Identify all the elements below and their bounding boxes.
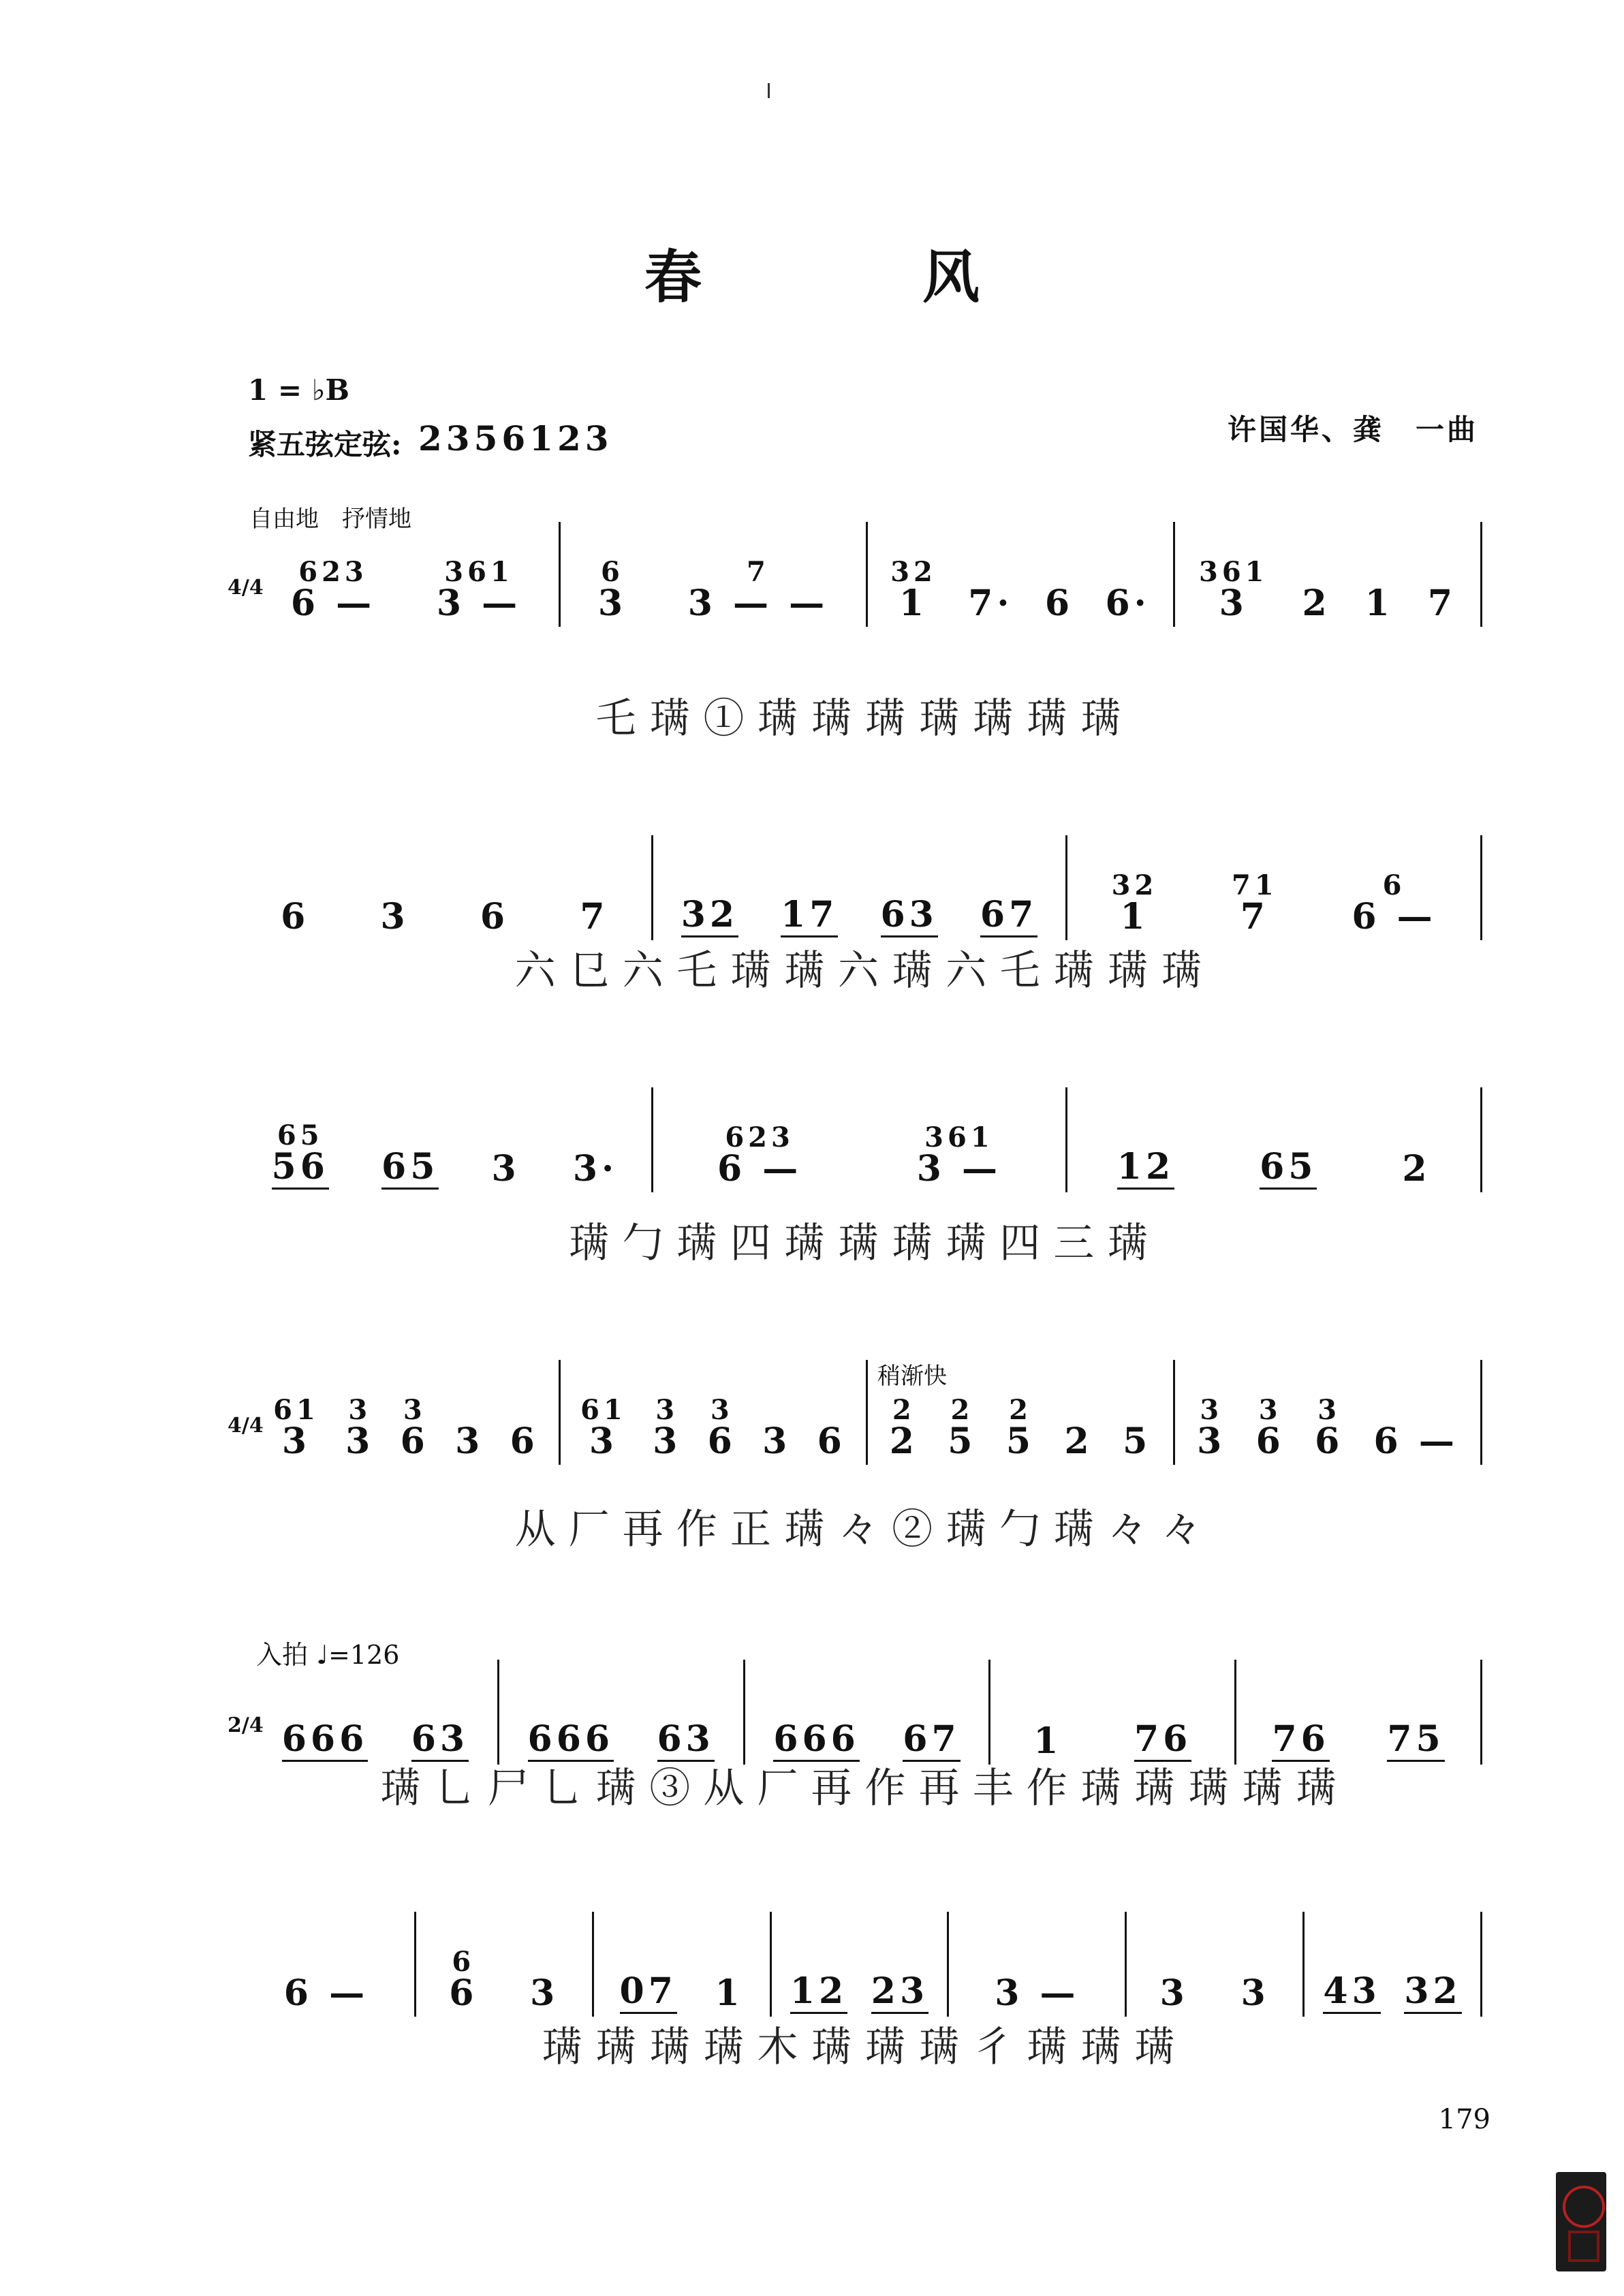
note-value: 3 — [589, 1421, 619, 1462]
note-value: 67 — [903, 1722, 960, 1762]
measure — [1127, 1912, 1305, 2017]
measure — [499, 1660, 745, 1765]
measure — [1175, 1360, 1482, 1465]
note-value: 3 — [1240, 1972, 1270, 2014]
grace-notes: 32 — [890, 556, 937, 588]
grace-notes: 361 — [444, 556, 514, 588]
grace-notes: 2 — [1009, 1394, 1032, 1426]
tuning-label: 紧五弦定弦: — [248, 428, 402, 461]
grace-notes: 6 — [601, 556, 624, 588]
note-value: 43 — [1323, 1974, 1380, 2014]
grace-notes: 3 — [1317, 1394, 1341, 1426]
grace-notes: 61 — [580, 1394, 627, 1426]
note-value: 6 — [1044, 583, 1074, 624]
note — [1044, 583, 1074, 624]
note — [1260, 1146, 1317, 1190]
note — [580, 1394, 627, 1462]
note — [1427, 583, 1456, 624]
measure — [253, 1360, 561, 1465]
note — [491, 1148, 520, 1190]
grace-notes: 361 — [1198, 556, 1268, 588]
tablature-line: 𫞩 𫞩 𫞩 𫞩 木 𫞩 𫞩 𫞩 彳 𫞩 𫞩 𫞩 — [542, 2023, 1175, 2071]
time-signature: 4/4 — [228, 1414, 264, 1438]
measure — [990, 1660, 1236, 1765]
grace-notes: 3 — [1200, 1394, 1223, 1426]
note-value: 65 — [381, 1149, 439, 1190]
grace-notes: 361 — [924, 1121, 994, 1153]
note-value: 3 — [455, 1421, 484, 1462]
measure — [253, 1660, 499, 1765]
seal-square — [1568, 2231, 1599, 2262]
note-value: 2 — [1302, 583, 1331, 624]
measure — [594, 1912, 772, 2017]
note-value: 6 — [707, 1421, 736, 1462]
note-value: 12 — [790, 1974, 847, 2014]
grace-notes: 2 — [950, 1394, 974, 1426]
measure — [1067, 1087, 1482, 1192]
seal-stamp — [1556, 2172, 1606, 2271]
note — [1404, 1970, 1462, 2014]
jianpu-line — [253, 1662, 1482, 1765]
measure — [1067, 835, 1482, 940]
grace-notes: 2 — [892, 1394, 916, 1426]
note-value: 76 — [1272, 1722, 1329, 1762]
note — [400, 1394, 429, 1462]
note-value: 1 — [1033, 1720, 1063, 1762]
grace-notes: 6 — [1382, 869, 1406, 901]
note — [1373, 1421, 1458, 1462]
note — [283, 1972, 369, 2014]
grace-notes: 7 — [747, 556, 770, 588]
note-value: 6 — — [1373, 1421, 1458, 1462]
measure — [238, 835, 653, 940]
note — [1255, 1394, 1285, 1462]
note-value: 3 — [491, 1148, 520, 1190]
note-value: 3 — [597, 583, 627, 624]
measure — [868, 522, 1175, 627]
note — [290, 556, 376, 624]
note — [273, 1394, 319, 1462]
note-value: 1 — [1120, 896, 1149, 937]
measure — [1305, 1912, 1482, 2017]
note-value: 63 — [881, 897, 938, 937]
tempo-mark-accel: 稍渐快 — [877, 1363, 947, 1390]
note-value: 75 — [1387, 1722, 1444, 1762]
note-value: 3 — — [995, 1972, 1080, 2014]
note-value: 67 — [980, 897, 1037, 937]
note — [1111, 869, 1158, 937]
note — [948, 1394, 977, 1462]
note — [1323, 1970, 1381, 2014]
measure — [253, 522, 561, 627]
note-value: 65 — [1260, 1149, 1317, 1190]
note-value: 7 — [1427, 583, 1456, 624]
note — [889, 1394, 918, 1462]
grace-notes: 61 — [273, 1394, 319, 1426]
note-value: 3 — — [436, 583, 522, 624]
note-value: 6 — [449, 1972, 478, 2014]
note-value: 6 — — [290, 583, 376, 624]
note-value: 12 — [1117, 1149, 1174, 1190]
jianpu-line — [253, 525, 1482, 627]
note-value: 6 — [1315, 1421, 1344, 1462]
tempo-mark-metronome: 入拍 ♩=126 — [256, 1640, 400, 1670]
time-signature: 4/4 — [228, 576, 264, 600]
note-value: 3 — [530, 1972, 559, 2014]
grace-notes: 3 — [403, 1394, 426, 1426]
note-value: 3 — [281, 1421, 311, 1462]
note-value: 6 — [480, 896, 510, 937]
grace-notes: 3 — [348, 1394, 372, 1426]
note-value: 6 — — [1352, 896, 1437, 937]
grace-notes: 65 — [277, 1119, 324, 1151]
note-value: 3 — [380, 896, 409, 937]
note — [1352, 869, 1437, 937]
note — [480, 896, 510, 937]
seal-circle — [1563, 2186, 1605, 2228]
note — [580, 896, 609, 937]
note — [449, 1946, 478, 2014]
note — [1123, 1421, 1152, 1462]
note-value: 32 — [681, 897, 738, 937]
note-value: 63 — [657, 1722, 715, 1762]
note-value: 7 — [580, 896, 609, 937]
note-value: 32 — [1404, 1974, 1461, 2014]
note — [572, 1148, 619, 1190]
time-signature: 2/4 — [228, 1713, 264, 1737]
note — [817, 1421, 846, 1462]
note-value: 2 — [1402, 1148, 1431, 1190]
note — [619, 1970, 677, 2014]
jianpu-line — [253, 1363, 1482, 1465]
grace-notes: 6 — [452, 1946, 475, 1978]
note-value: 6· — [1105, 583, 1151, 624]
tablature-line: 𫞩 乚 尸 乚 𫞩 ③ 从 厂 再 作 再 丰 作 𫞩 𫞩 𫞩 𫞩 𫞩 — [379, 1765, 1337, 1812]
note — [436, 556, 522, 624]
note-value: 3 — — — [687, 583, 829, 624]
note-value: 76 — [1134, 1722, 1191, 1762]
note — [968, 583, 1014, 624]
note — [1105, 583, 1151, 624]
grace-notes: 71 — [1232, 869, 1278, 901]
note — [1315, 1394, 1344, 1462]
note — [1064, 1421, 1093, 1462]
measure — [561, 522, 868, 627]
grace-notes: 3 — [1258, 1394, 1282, 1426]
note-value: 6 — [1255, 1421, 1285, 1462]
grace-notes: 623 — [725, 1121, 794, 1153]
measure — [1175, 522, 1482, 627]
measure — [561, 1360, 868, 1465]
measure — [949, 1912, 1127, 2017]
top-mark — [768, 83, 770, 98]
note — [717, 1121, 802, 1190]
note-value: 6 — [400, 1421, 429, 1462]
note — [510, 1421, 539, 1462]
composer: 许国华、龚 一曲 — [1227, 413, 1478, 446]
measure — [653, 1087, 1068, 1192]
note — [687, 556, 829, 624]
note-value: 1 — [715, 1972, 744, 2014]
note — [345, 1394, 375, 1462]
note — [530, 1972, 559, 2014]
key-signature: 1 = ♭B — [248, 373, 349, 407]
note — [715, 1972, 744, 2014]
note — [281, 896, 310, 937]
grace-notes: 3 — [655, 1394, 679, 1426]
note — [790, 1970, 848, 2014]
measure — [416, 1912, 594, 2017]
note-value: 1 — [899, 583, 928, 624]
note — [597, 556, 627, 624]
note — [1197, 1394, 1226, 1462]
note-value: 3 — [653, 1421, 682, 1462]
note-value: 6 — [281, 896, 310, 937]
note-value: 666 — [528, 1722, 614, 1762]
note — [1159, 1972, 1189, 2014]
note-value: 17 — [781, 897, 838, 937]
note — [880, 894, 938, 937]
note-value: 2 — [1064, 1421, 1093, 1462]
page-number: 179 — [1438, 2104, 1490, 2135]
tempo-mark-free: 自由地 抒情地 — [249, 506, 411, 533]
note — [1302, 583, 1331, 624]
tablature-line: 六 㔾 六 乇 𫞩 𫞩 六 𫞩 六 乇 𫞩 𫞩 𫞩 — [514, 947, 1202, 995]
note-value: 23 — [871, 1974, 928, 2014]
note — [1232, 869, 1278, 937]
note — [781, 894, 839, 937]
note — [707, 1394, 736, 1462]
note-value: 07 — [620, 1974, 677, 2014]
note-value: 3 — [345, 1421, 375, 1462]
tablature-line: 从 厂 再 作 正 𫞩 々 ② 𫞩 勹 𫞩 々 々 — [514, 1506, 1202, 1553]
note-value: 1 — [1364, 583, 1394, 624]
note — [762, 1421, 792, 1462]
note — [916, 1121, 1002, 1190]
note-value: 63 — [411, 1722, 469, 1762]
note — [1402, 1148, 1431, 1190]
note — [455, 1421, 484, 1462]
note-value: 3 — — [916, 1148, 1002, 1190]
page-title: 春 风 — [644, 243, 1061, 311]
note — [380, 896, 409, 937]
note-value: 3 — [762, 1421, 792, 1462]
note-value: 666 — [282, 1722, 369, 1762]
tablature-line: 乇 𫞩 ① 𫞩 𫞩 𫞩 𫞩 𫞩 𫞩 𫞩 — [595, 695, 1121, 743]
grace-notes: 623 — [298, 556, 368, 588]
note-value: 6 — [817, 1421, 846, 1462]
note-value: 3· — [572, 1148, 619, 1190]
note — [890, 556, 937, 624]
note-value: 7· — [968, 583, 1014, 624]
note — [871, 1970, 929, 2014]
note — [1240, 1972, 1270, 2014]
note-value: 666 — [773, 1722, 860, 1762]
note-value: 5 — [948, 1421, 977, 1462]
note-value: 5 — [1005, 1421, 1035, 1462]
note-value: 6 — [510, 1421, 539, 1462]
note-value: 3 — [1219, 583, 1248, 624]
note — [681, 894, 739, 937]
note — [381, 1146, 439, 1190]
note — [1005, 1394, 1035, 1462]
measure — [772, 1912, 950, 2017]
note-value: 2 — [889, 1421, 918, 1462]
note — [271, 1119, 329, 1190]
grace-notes: 32 — [1111, 869, 1158, 901]
measure — [653, 835, 1068, 940]
jianpu-line — [238, 1914, 1482, 2017]
jianpu-line — [238, 838, 1482, 940]
note — [995, 1972, 1080, 2014]
note-value: 3 — [1159, 1972, 1189, 2014]
note-value: 6 — — [717, 1148, 802, 1190]
tuning-notes: 2356123 — [418, 418, 613, 459]
measure — [1236, 1660, 1482, 1765]
measure — [238, 1087, 653, 1192]
note-value: 5 — [1123, 1421, 1152, 1462]
note — [1364, 583, 1394, 624]
note — [1116, 1146, 1175, 1190]
grace-notes: 3 — [710, 1394, 734, 1426]
note-value: 56 — [272, 1149, 329, 1190]
note-value: 3 — [1197, 1421, 1226, 1462]
note — [1198, 556, 1268, 624]
note — [653, 1394, 682, 1462]
note-value: 6 — — [283, 1972, 369, 2014]
measure — [868, 1360, 1175, 1465]
tablature-line: 𫞩 勹 𫞩 四 𫞩 𫞩 𫞩 𫞩 四 三 𫞩 — [568, 1220, 1149, 1267]
jianpu-line — [238, 1090, 1482, 1192]
note-value: 7 — [1240, 896, 1269, 937]
measure — [238, 1912, 416, 2017]
measure — [745, 1660, 991, 1765]
note — [980, 894, 1038, 937]
